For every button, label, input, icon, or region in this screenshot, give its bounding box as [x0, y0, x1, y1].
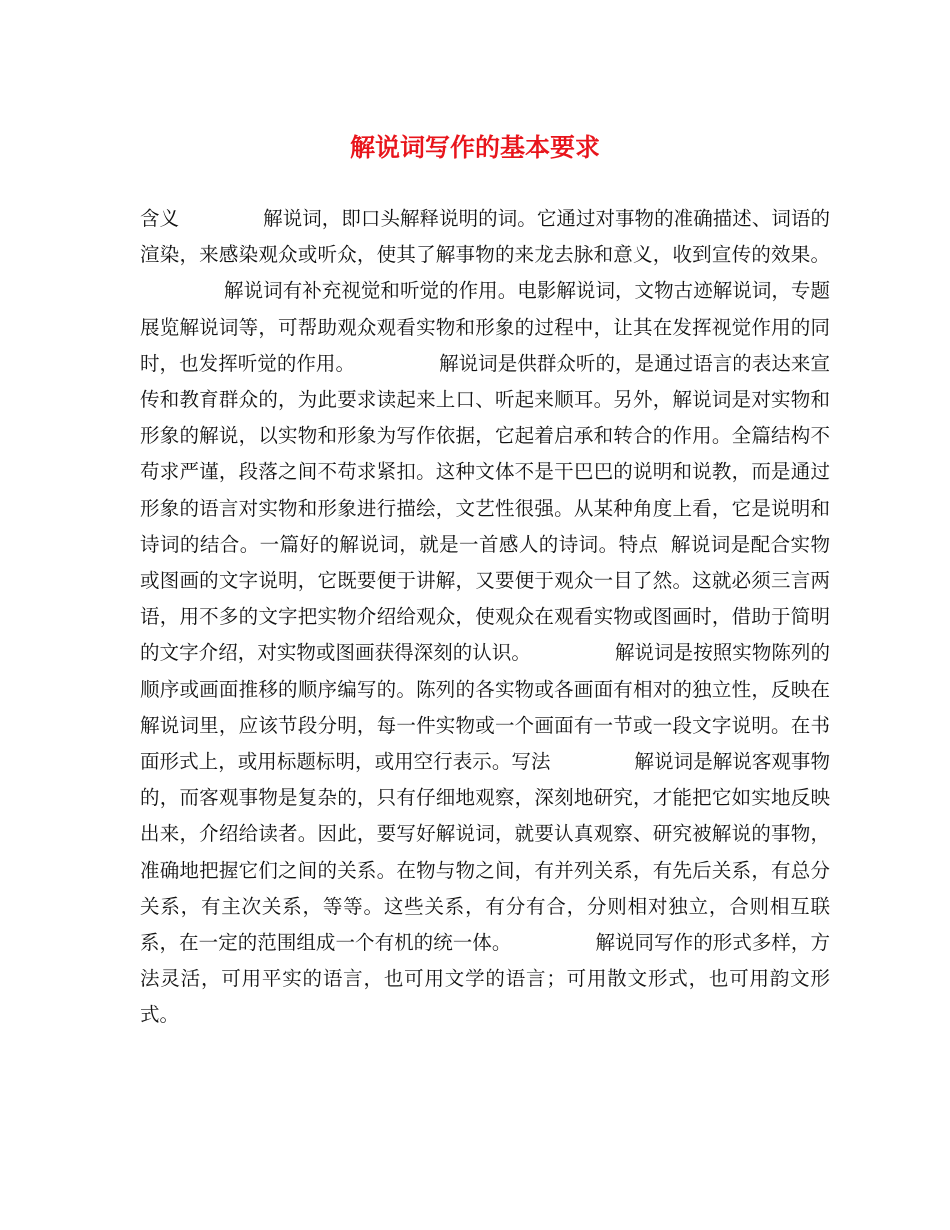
paragraph-method-1: 解说词是解说客观事物的，而客观事物是复杂的，只有仔细地观察，深刻地研究，才能把它如实地反映出来，介绍给读者。因此，要写好解说词，就要认真观察、研究被解说的事物，准确地把握它们之间的关系。在物与物之间，有并列关系，有先后关系，有总分关系，有主次关系，等等。这些关系，有分有合，分则相对独立，合则相互联系，在一定的范围组成一个有机的统一体。 [140, 750, 830, 955]
paragraph-method-2: 解说同写作的形式多样，方法灵活，可用平实的语言，也可用文学的语言；可用散文形式，也可用韵文形式。 [140, 931, 830, 1027]
paragraph-feature-2: 解说词是按照实物陈列的顺序或画面推移的顺序编写的。陈列的各实物或各画面有相对的独立性，反映在解说词里，应该节段分明，每一件实物或一个画面有一节或一段文字说明。在书面形式上，或用标题标明，或用空行表示。写法 [140, 641, 830, 774]
paragraph-feature-1: 解说词是配合实物或图画的文字说明，它既要便于讲解，又要便于观众一目了然。这就必须三言两语，用不多的文字把实物介绍给观众，使观众在观看实物或图画时，借助于简明的文字介绍，对实物或图画获得深刻的认识。 [140, 532, 830, 665]
document-body [140, 201, 830, 1034]
paragraph-audience: 解说词是供群众听的，是通过语言的表达来宣传和教育群众的，为此要求读起来上口、听起来顺耳。另外，解说词是对实物和形象的解说，以实物和形象为写作依据，它起着启承和转合的作用。全篇结构不苟求严谨，段落之间不苟求紧扣。这种文体不是干巴巴的说明和说教，而是通过形象的语言对实物和形象进行描绘，文艺性很强。从某种角度上看，它是说明和诗词的结合。一篇好的解说词，就是一首感人的诗词。特点 [140, 351, 830, 556]
paragraph-function: 解说词有补充视觉和听觉的作用。电影解说词，文物古迹解说词，专题展览解说词等，可帮助观众观看实物和形象的过程中，让其在发挥视觉作用的同时，也发挥听觉的作用。 [140, 279, 830, 375]
document-title: 解说词写作的基本要求 [349, 133, 600, 162]
paragraph-definition: 解说词，即口头解释说明的词。它通过对事物的准确描述、词语的渲染，来感染观众或听众，使其了解事物的来龙去脉和意义，收到宣传的效果。 [140, 207, 830, 267]
heading-meaning: 含义 [140, 207, 180, 230]
